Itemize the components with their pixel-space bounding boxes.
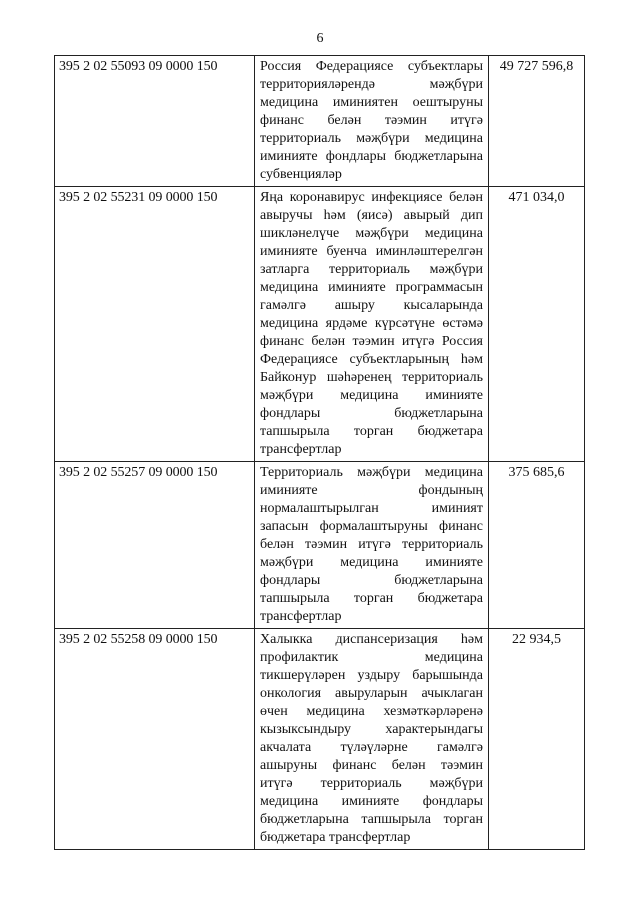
budget-item-name-line: Халыкка диспансеризация һәм	[260, 632, 483, 647]
budget-item-name-line: ашыруны финанс белән тәэмин	[260, 758, 483, 773]
budget-amount-cell: 375 685,6	[489, 462, 585, 629]
budget-code-cell: 395 2 02 55257 09 0000 150	[55, 462, 255, 629]
budget-item-name-line: шикләнелүче мәҗбүри медицина	[260, 226, 483, 241]
budget-item-name-line: субвенцияләр	[260, 167, 342, 182]
budget-item-name-cell	[255, 462, 489, 629]
budget-item-name-line: трансфертлар	[260, 442, 342, 457]
budget-item-name-cell	[255, 187, 489, 462]
budget-item-name-line: гамәлгә ашыру кысаларында	[260, 298, 483, 313]
budget-item-name-line: иминияте фондының	[260, 483, 483, 498]
budget-item-name-line: территорияләрендә мәҗбүри	[260, 77, 483, 92]
budget-item-name-line: белән тәэмин итүгә территориаль	[260, 537, 483, 552]
budget-item-name-line: фондлары бюджетларына	[260, 406, 483, 421]
budget-item-name-line: акчалата түләүләрне гамәлгә	[260, 740, 483, 755]
budget-item-name-line: авыручы һәм (яисә) авырый дип	[260, 208, 483, 223]
budget-item-name-line: тапшырыла торган бюджетара	[260, 591, 483, 606]
table-row	[55, 187, 585, 462]
budget-item-name-line: профилактик медицина	[260, 650, 483, 665]
budget-item-name-line: финанс белән тәэмин итүгә	[260, 113, 483, 128]
budget-item-name-line: затларга территориаль мәҗбүри	[260, 262, 483, 277]
budget-item-name-line: медицина иминияте программасын	[260, 280, 483, 295]
budget-item-name-line: тикшерүләрен уздыру барышында	[260, 668, 483, 683]
budget-item-name-line: мәҗбүри медицина иминияте	[260, 555, 483, 570]
budget-item-name-line: онкология авыруларын ачыклаган	[260, 686, 483, 701]
budget-item-name-line: фондлары бюджетларына	[260, 573, 483, 588]
budget-item-name-line: медицина иминияте фондлары	[260, 794, 483, 809]
budget-item-name-line: итүгә территориаль мәҗбүри	[260, 776, 483, 791]
budget-amount-cell: 22 934,5	[489, 629, 585, 850]
budget-item-name-cell	[255, 56, 489, 187]
budget-item-name-line: нормалаштырылган иминият	[260, 501, 483, 516]
budget-item-name-line: Байконур шәһәренең территориаль	[260, 370, 483, 385]
table-row	[55, 629, 585, 850]
budget-table-body	[55, 56, 585, 850]
budget-item-name-line: территориаль мәҗбүри медицина	[260, 131, 483, 146]
page-number: 6	[316, 31, 324, 46]
budget-amount-cell: 49 727 596,8	[489, 56, 585, 187]
table-row	[55, 56, 585, 187]
budget-item-name-line: кызыксындыру характерындагы	[260, 722, 483, 737]
table-row	[55, 462, 585, 629]
budget-item-name-line: медицина иминиятен оештыруны	[260, 95, 483, 110]
budget-item-name-line: бюджетларына тапшырыла торган	[260, 812, 483, 827]
budget-item-name-line: иминияте фондлары бюджетларына	[260, 149, 483, 164]
budget-code-cell: 395 2 02 55093 09 0000 150	[55, 56, 255, 187]
budget-item-name-line: трансфертлар	[260, 609, 342, 624]
budget-item-name-line: медицина ярдәме күрсәтүне өстәмә	[260, 316, 483, 331]
budget-item-name-line: өчен медицина хезмәткәрләренә	[260, 704, 483, 719]
budget-item-name-line: Яңа коронавирус инфекциясе белән	[260, 190, 483, 205]
budget-item-name-line: финанс белән тәэмин итүгә Россия	[260, 334, 483, 349]
budget-item-name-line: Федерациясе субъектларының һәм	[260, 352, 483, 367]
budget-item-name-line: иминияте буенча иминләштерелгән	[260, 244, 483, 259]
budget-table	[54, 55, 585, 850]
budget-item-name-line: бюджетара трансфертлар	[260, 830, 411, 845]
budget-code-cell: 395 2 02 55258 09 0000 150	[55, 629, 255, 850]
budget-item-name-cell	[255, 629, 489, 850]
budget-item-name-line: тапшырыла торган бюджетара	[260, 424, 483, 439]
budget-amount-cell: 471 034,0	[489, 187, 585, 462]
budget-item-name-line: мәҗбүри медицина иминияте	[260, 388, 483, 403]
budget-item-name-line: Территориаль мәҗбүри медицина	[260, 465, 483, 480]
budget-item-name-line: запасын формалаштыруны финанс	[260, 519, 483, 534]
budget-item-name-line: Россия Федерациясе субъектлары	[260, 59, 483, 74]
budget-code-cell: 395 2 02 55231 09 0000 150	[55, 187, 255, 462]
